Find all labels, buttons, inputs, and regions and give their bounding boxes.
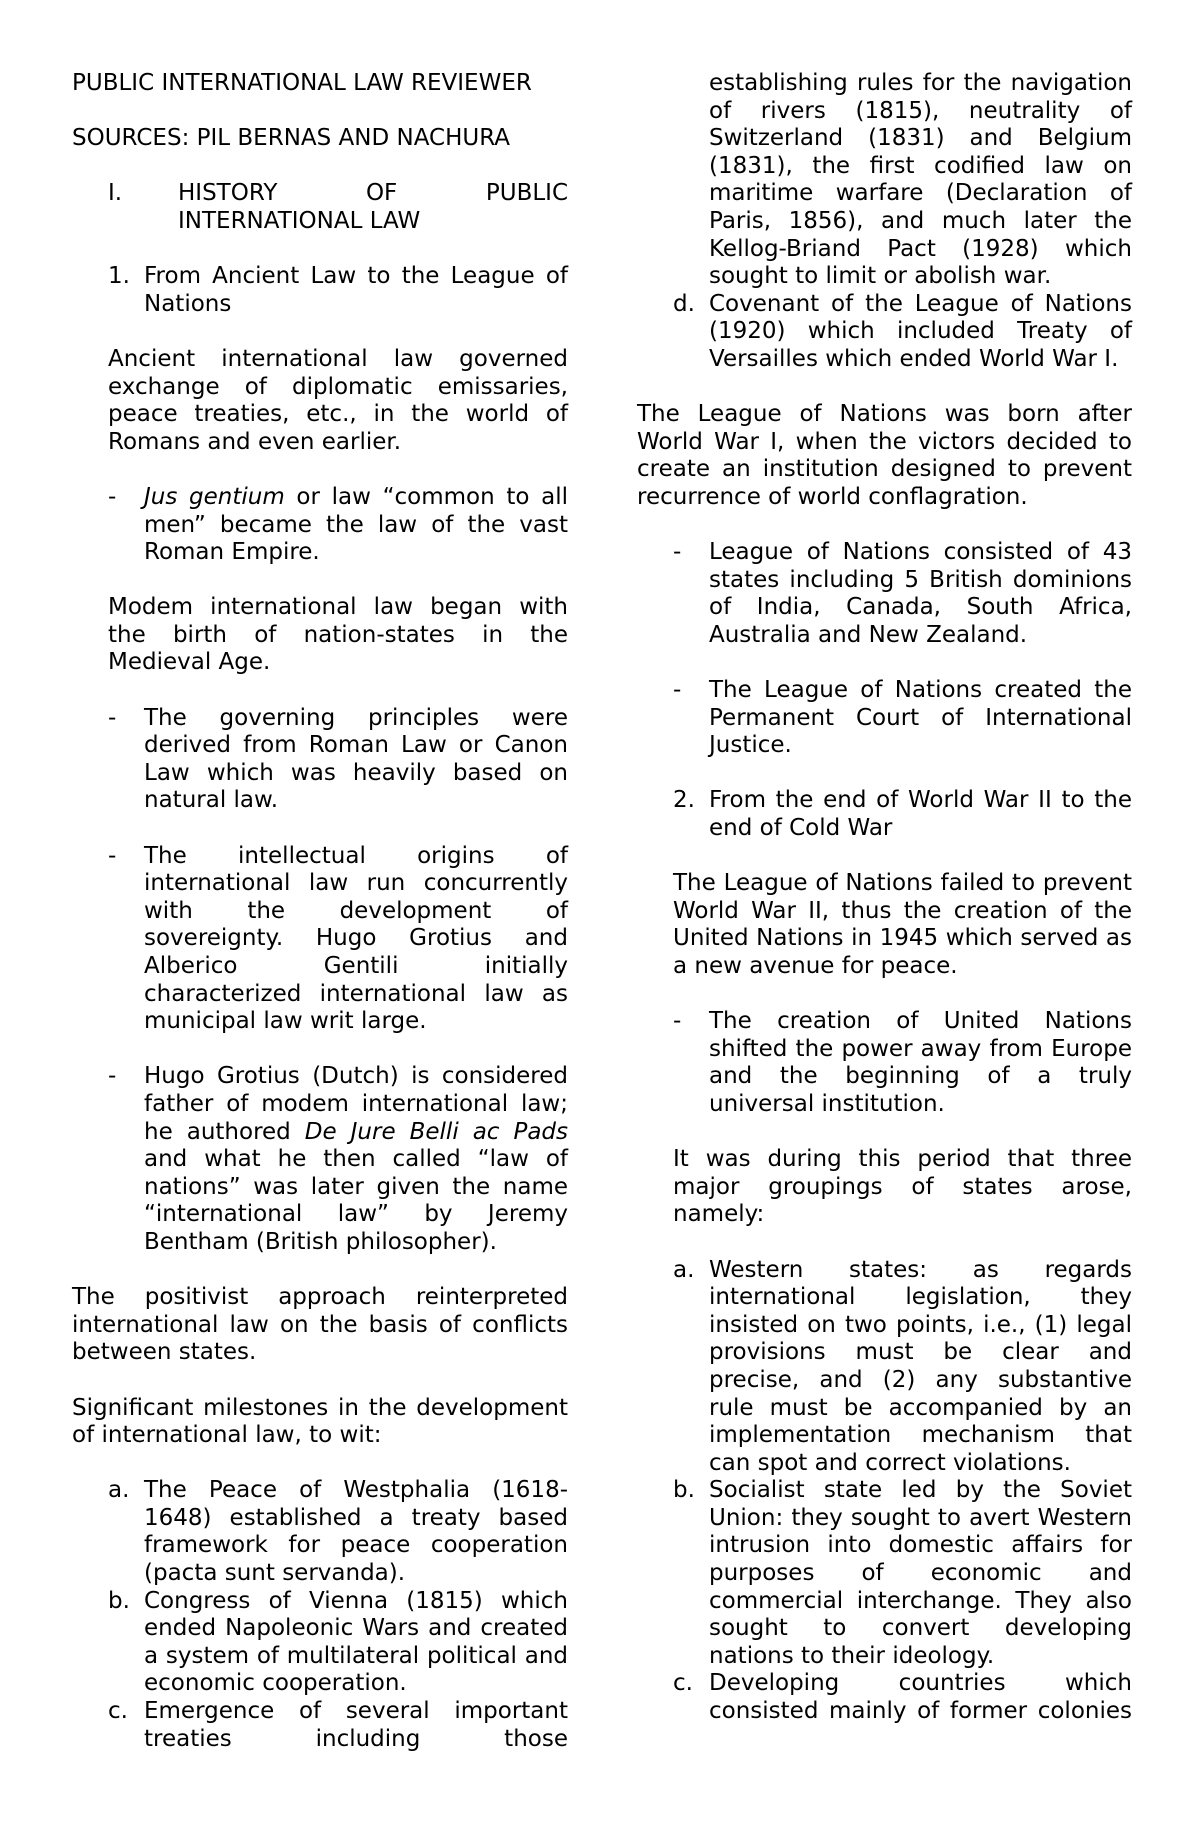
grouping-c [673, 1670, 1132, 1725]
bullet-text: League of Nations consisted of 43 states including 5 British dominions of India, Canada, South Africa, Australia and New Zealand. [709, 539, 1132, 648]
subsection-number: 1. [108, 263, 130, 290]
jus-gentium-term: Jus gentium [144, 483, 285, 510]
book-title: De Jure Belli ac Pads [304, 1118, 568, 1145]
list-marker: a. [108, 1477, 130, 1504]
bullet-united-nations [673, 1008, 1132, 1118]
list-marker: b. [673, 1477, 695, 1504]
bullet-text: The governing principles were derived from Roman Law or Canon Law which was heavily based on natural law. [144, 704, 568, 814]
milestone-a [108, 1477, 568, 1587]
bullet-text-rest: or law “common to all men” became the law of the vast Roman Empire. [144, 483, 569, 566]
section-number: I. [108, 180, 123, 207]
paragraph-ancient-law: Ancient international law governed exchange of diplomatic emissaries, peace treaties, etc., in the world of Romans and even earlier. [108, 345, 568, 455]
list-marker: c. [673, 1670, 693, 1697]
bullet-intellectual-origins [108, 843, 568, 1036]
list-item-text: establishing rules for the navigation of rivers (1815), neutrality of Switzerland (1831) and Belgium (1831), the first codified law on maritime warfare (Declaration of Paris, 1856), and much later the Kellog-Briand Pact (1928) which sought to limit or abolish war. [709, 70, 1132, 290]
bullet-dash: - [108, 704, 117, 731]
milestone-c-continued [673, 70, 1132, 291]
bullet-text: The League of Nations created the Permanent Court of International Justice. [709, 677, 1132, 759]
bullet-permanent-court [673, 677, 1132, 760]
bullet-text-part-1: Hugo Grotius (Dutch) is considered father of modem international law; he authored [144, 1063, 568, 1145]
paragraph-positivist: The positivist approach reinterpreted international law on the basis of conflicts between states. [72, 1284, 568, 1366]
section-title-line-2: INTERNATIONAL LAW [178, 207, 421, 234]
subsection-title: From the end of World War II to the end of Cold War [709, 787, 1132, 842]
bullet-dash: - [108, 1063, 117, 1090]
list-item-text: Developing countries which consisted mainly of former colonies [709, 1670, 1132, 1725]
milestone-b [108, 1588, 568, 1698]
bullet-text [144, 1063, 568, 1256]
list-item-text: Congress of Vienna (1815) which ended Napoleonic Wars and created a system of multilateral political and economic cooperation. [144, 1587, 568, 1697]
section-title-line-1: HISTORY OF PUBLIC [178, 180, 568, 207]
list-marker: d. [673, 290, 695, 317]
bullet-text: The intellectual origins of international law run concurrently with the development of sovereignty. Hugo Grotius and Alberico Gentili initially characterized international law as municipal law writ large. [144, 842, 568, 1035]
paragraph-modem-law: Modem international law began with the birth of nation-states in the Medieval Age. [108, 594, 568, 676]
bullet-jus-gentium [108, 484, 568, 567]
bullet-text-part-2: and what he then called “law of nations” was later given the name “international law” by Jeremy Bentham (British philosopher). [144, 1146, 568, 1255]
right-column [637, 70, 1132, 1726]
paragraph-league-failed: The League of Nations failed to prevent World War II, thus the creation of the United Nations in 1945 which served as a new avenue for peace. [673, 870, 1132, 979]
milestone-c [108, 1698, 568, 1753]
grouping-a [673, 1257, 1132, 1478]
list-item-text: Emergence of several important treaties including those [144, 1698, 568, 1752]
bullet-governing-principles [108, 705, 568, 815]
subsection-heading-1 [108, 263, 568, 318]
list-marker: a. [673, 1256, 695, 1283]
bullet-dash: - [673, 677, 682, 704]
list-item-text: Socialist state led by the Soviet Union: they sought to avert Western intrusion into domestic affairs for purposes of economic and commercial interchange. They also sought to convert developing nations to their ideology. [709, 1477, 1132, 1669]
list-marker-spacer [673, 70, 709, 291]
bullet-dash: - [673, 1008, 682, 1035]
bullet-league-consisted [673, 539, 1132, 649]
bullet-hugo-grotius [108, 1063, 568, 1256]
list-marker: b. [108, 1587, 130, 1614]
subsection-number: 2. [673, 787, 695, 814]
paragraph-league-born: The League of Nations was born after World War I, when the victors decided to create an institution designed to prevent recurrence of world conflagration. [637, 401, 1132, 510]
bullet-text: The creation of United Nations shifted the power away from Europe and the beginning of a truly universal institution. [709, 1008, 1132, 1117]
document-title: PUBLIC INTERNATIONAL LAW REVIEWER [72, 70, 532, 96]
list-item-text: Western states: as regards international legislation, they insisted on two points, i.e., (1) legal provisions must be clear and precise, and (2) any substantive rule must be accompanied by an implementation mechanism that can spot and correct violations. [709, 1256, 1132, 1476]
paragraph-milestones: Significant milestones in the development of international law, to wit: [72, 1394, 568, 1449]
bullet-dash: - [108, 842, 117, 869]
left-column [72, 70, 568, 1753]
sources-line: SOURCES: PIL BERNAS AND NACHURA [72, 125, 511, 152]
list-item-text: Covenant of the League of Nations (1920) which included Treaty of Versailles which ended World War I. [709, 290, 1132, 372]
list-marker: c. [108, 1698, 128, 1725]
list-item-text: The Peace of Westphalia (1618-1648) established a treaty based framework for peace cooperation (pacta sunt servanda). [144, 1477, 568, 1587]
section-heading [108, 180, 568, 235]
bullet-dash: - [673, 539, 682, 566]
bullet-text [144, 484, 568, 567]
grouping-b [673, 1477, 1132, 1670]
subsection-title: From Ancient Law to the League of Nations [144, 263, 568, 317]
paragraph-three-groupings: It was during this period that three major groupings of states arose, namely: [673, 1146, 1132, 1228]
subsection-heading-2 [673, 787, 1132, 842]
milestone-d [673, 291, 1132, 374]
bullet-dash: - [108, 483, 117, 510]
